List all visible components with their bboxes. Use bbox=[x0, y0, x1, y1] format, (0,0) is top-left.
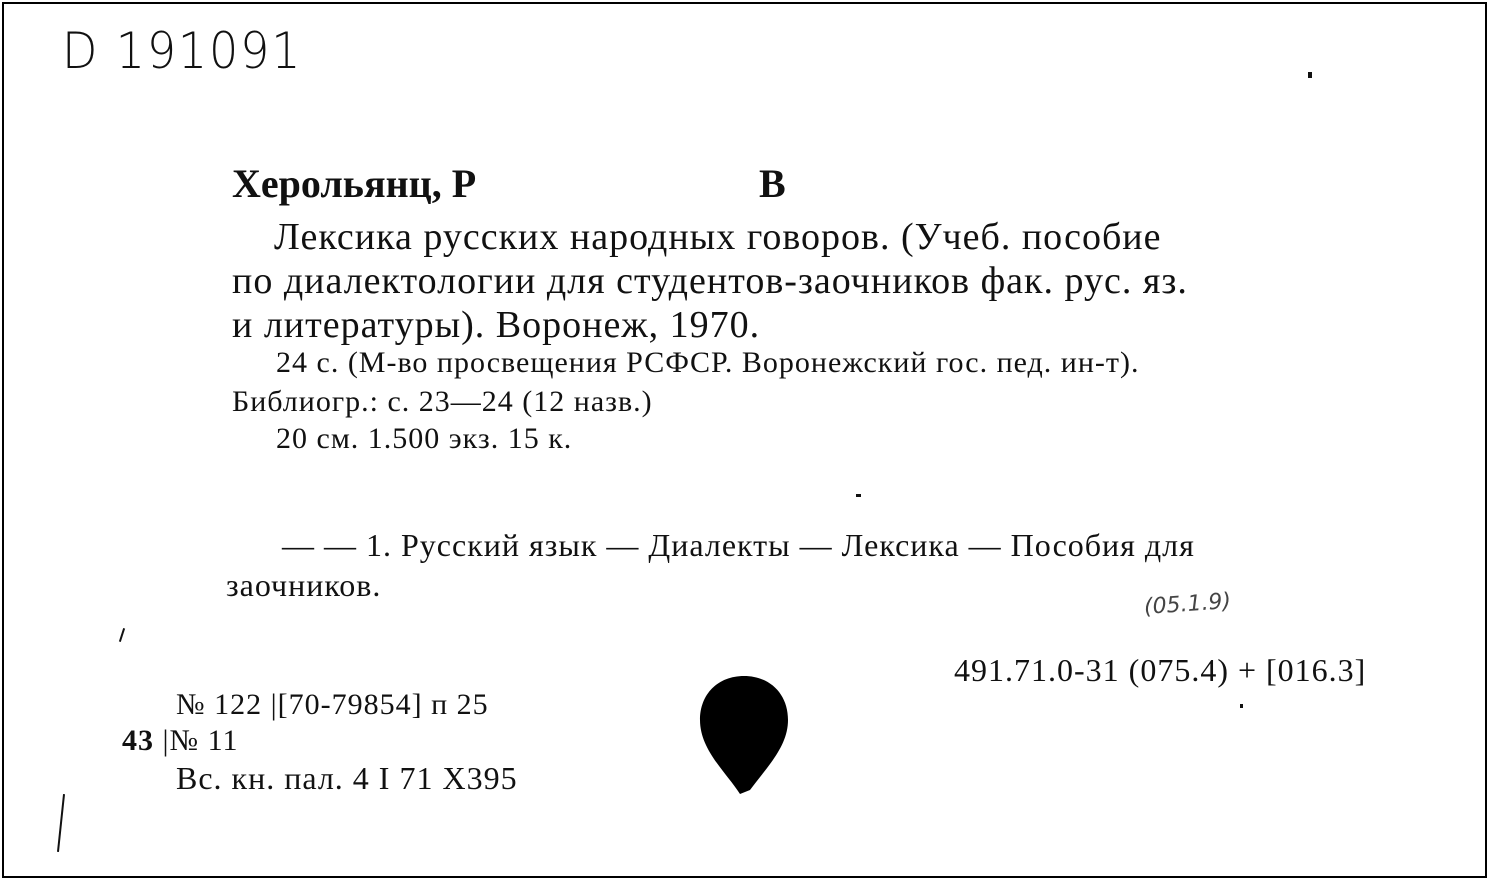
subject-heading-line-1: — — 1. Русский язык — Диалекты — Лексика — Пособия для bbox=[282, 527, 1195, 563]
title-line-3: и литературы). Воронеж, 1970. bbox=[232, 304, 761, 346]
ink-dot bbox=[856, 494, 861, 497]
catalog-card bbox=[2, 2, 1487, 878]
classification-code: 491.71.0-31 (075.4) + [016.3] bbox=[954, 652, 1367, 688]
title-line-2: по диалектологии для студентов-заочников фак. рус. яз. bbox=[232, 260, 1188, 302]
punch-hole-icon bbox=[696, 674, 792, 796]
ink-dot bbox=[1240, 704, 1243, 708]
ink-stroke bbox=[119, 628, 125, 642]
accession-code: D 191091 bbox=[62, 22, 303, 80]
footer-line-1: № 122 |[70-79854] п 25 bbox=[176, 688, 489, 721]
author-initial: В bbox=[759, 161, 786, 206]
handwritten-note: (05.1.9) bbox=[1143, 588, 1232, 621]
footer-line-2 bbox=[122, 726, 239, 756]
collation-line-1: 24 с. (М-во просвещения РСФСР. Воронежский гос. пед. ин-т). bbox=[276, 346, 1140, 379]
footer-line-2-prefix: 43 bbox=[122, 724, 154, 757]
collation-line-3: 20 см. 1.500 экз. 15 к. bbox=[276, 422, 573, 455]
ink-dot bbox=[1308, 72, 1312, 78]
footer-line-3: Вс. кн. пал. 4 I 71 Х395 bbox=[176, 760, 518, 796]
collation-line-2: Библиогр.: с. 23—24 (12 назв.) bbox=[232, 385, 653, 418]
footer-line-2-rest: |№ 11 bbox=[154, 724, 239, 757]
ink-stroke bbox=[57, 794, 65, 852]
title-line-1: Лексика русских народных говоров. (Учеб. пособие bbox=[274, 216, 1162, 258]
subject-heading-line-2: заочников. bbox=[226, 567, 382, 603]
author-heading: Херольянц, Р bbox=[232, 161, 477, 206]
